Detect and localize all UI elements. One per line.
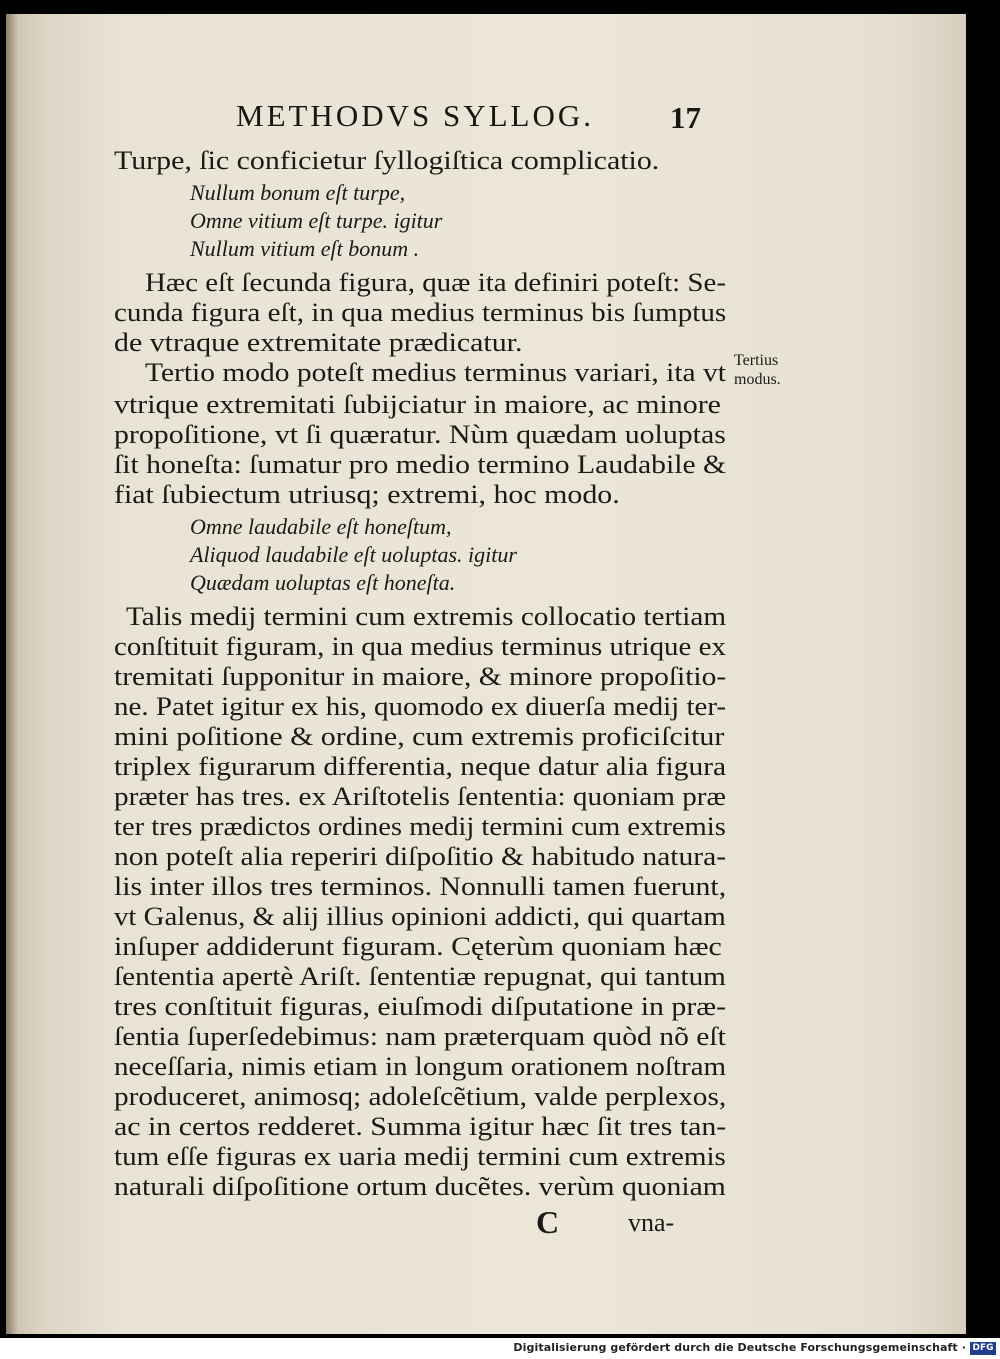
text-line: vtrique extremitati ſubijciatur in maiore, ac minore [114, 390, 721, 419]
dfg-logo: DFG [970, 1342, 996, 1355]
text-line: ſit honeſta: ſumatur pro medio termino Laudabile & [114, 450, 727, 479]
text-line: naturali diſpoſitione ortum ducẽtes. verùm quoniam [114, 1172, 726, 1201]
catchword: vna- [628, 1208, 675, 1237]
running-head: METHODVS SYLLOG. [236, 98, 594, 133]
text-line: neceſſaria, nimis etiam in longum orationem noſtram [114, 1052, 727, 1081]
text-line: produceret, animosq; adoleſcẽtium, valde perplexos, [114, 1082, 727, 1111]
text-line: fiat ſubiectum utriusq; extremi, hoc modo. [114, 480, 620, 509]
text-line: propoſitione, vt ſi quæratur. Nùm quædam uoluptas [114, 420, 726, 449]
text-line: præter has tres. ex Ariſtotelis ſententia: quoniam præ [114, 782, 726, 811]
text-line: de vtraque extremitate prædicatur. [114, 328, 523, 357]
text-line: ac in certos redderet. Summa igitur hæc ſit tres tan- [114, 1112, 727, 1141]
text-line: Turpe, ſic conficietur ſyllogiſtica complicatio. [114, 146, 660, 175]
syllogism-2-conclusion: Quædam uoluptas eſt honeſta. [190, 570, 456, 595]
text-line: conſtituit figuram, in qua medius terminus utrique ex [114, 632, 726, 661]
signature-mark: C [536, 1204, 560, 1240]
text-line: Tertio modo poteſt medius terminus variari, ita vt [145, 358, 726, 387]
text-line: tum eſſe figuras ex uaria medij termini cum extremis [114, 1142, 726, 1171]
text-line: ter tres prædictos ordines medij termini cum extremis [114, 812, 726, 841]
text-line: ne. Patet igitur ex his, quomodo ex diuerſa medij ter- [114, 692, 727, 721]
text-line: Talis medij termini cum extremis collocatio tertiam [126, 602, 727, 631]
syllogism-1-major: Nullum bonum eſt turpe, [190, 180, 406, 205]
text-line: tremitati ſupponitur in maiore, & minore propoſitio- [114, 662, 727, 691]
syllogism-1-minor: Omne vitium eſt turpe. igitur [190, 208, 443, 233]
text-line: non poteſt alia reperiri diſpoſitio & habitudo natura- [114, 842, 727, 871]
text-line: lis inter illos tres terminos. Nonnulli tamen fuerunt, [114, 872, 727, 901]
text-line: ſentia ſuperſedebimus: nam præterquam quòd nõ eſt [114, 1022, 726, 1051]
text-line: Hæc eſt ſecunda figura, quæ ita definiri poteſt: Se- [145, 268, 727, 297]
syllogism-2-minor: Aliquod laudabile eſt uoluptas. igitur [190, 542, 517, 567]
text-line: cunda figura eſt, in qua medius terminus bis ſumptus [114, 298, 727, 327]
text-line: mini poſitione & ordine, cum extremis proficiſcitur [114, 722, 725, 751]
digitization-credit: Digitalisierung gefördert durch die Deutsche Forschungsgemeinschaft · [513, 1341, 966, 1354]
syllogism-1-conclusion: Nullum vitium eſt bonum . [190, 236, 420, 261]
margin-note-line-2: modus. [734, 371, 781, 388]
text-line: vt Galenus, & alij illius opinioni addicti, qui quartam [114, 902, 726, 931]
page-number: 17 [670, 100, 701, 135]
margin-note-line-1: Tertius [734, 352, 779, 369]
text-line: tres conſtituit figuras, eiuſmodi diſputatione in præ- [114, 992, 727, 1021]
text-line: ſententia apertè Ariſt. ſententiæ repugnat, qui tantum [114, 962, 726, 991]
text-line: inſuper addiderunt figuram. Cęterùm quoniam hæc [114, 932, 722, 961]
syllogism-2-major: Omne laudabile eſt honeſtum, [190, 514, 452, 539]
text-line: triplex figurarum differentia, neque datur alia figura [114, 752, 727, 781]
